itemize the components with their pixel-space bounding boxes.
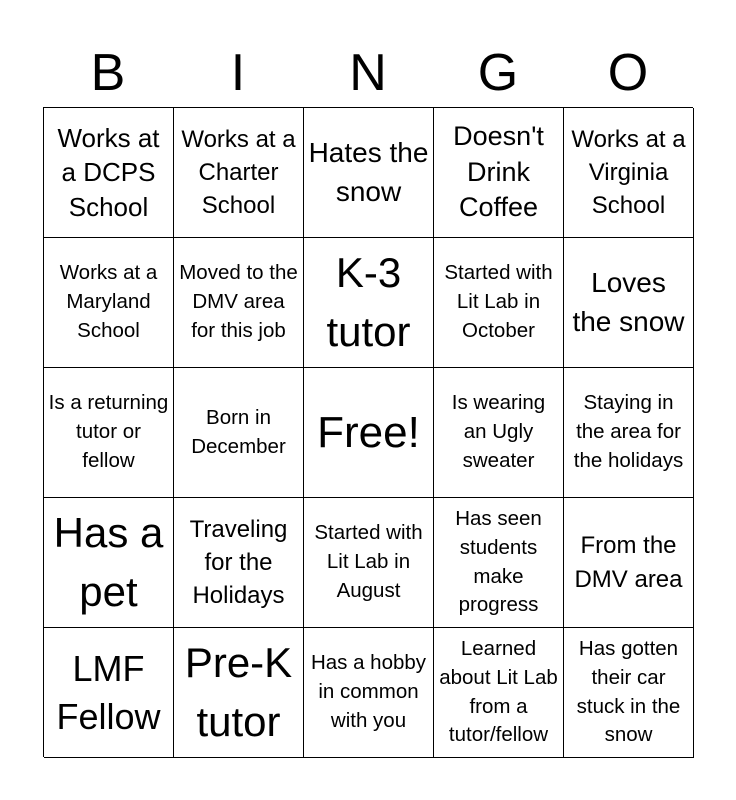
bingo-cell-text: Started with Lit Lab in August <box>314 521 423 602</box>
bingo-cell[interactable] <box>564 368 694 498</box>
bingo-cell-text: Works at a DCPS School <box>57 123 160 222</box>
bingo-cell[interactable] <box>174 108 304 238</box>
bingo-cell[interactable] <box>304 238 434 368</box>
bingo-cell[interactable] <box>44 238 174 368</box>
header-letter-i: I <box>230 44 246 102</box>
bingo-cell-text: LMF Fellow <box>56 647 161 737</box>
bingo-cell-text: Has gotten their car stuck in the snow <box>576 637 681 747</box>
header-letter-b: B <box>90 44 126 102</box>
bingo-cell[interactable] <box>174 238 304 368</box>
bingo-cell-text: Hates the snow <box>308 137 429 207</box>
bingo-cell-text: Is wearing an Ugly sweater <box>451 391 546 472</box>
bingo-cell-text: Works at a Maryland School <box>59 261 158 342</box>
header-letter-n: N <box>349 44 387 102</box>
bingo-cell[interactable] <box>174 368 304 498</box>
bingo-cell-text: Is a returning tutor or fellow <box>48 391 169 472</box>
bingo-cell[interactable] <box>434 628 564 758</box>
bingo-header <box>43 40 693 106</box>
bingo-cell[interactable] <box>304 498 434 628</box>
bingo-cell[interactable] <box>44 368 174 498</box>
bingo-cell-text: Works at a Charter School <box>181 125 296 220</box>
bingo-cell[interactable] <box>564 108 694 238</box>
bingo-cell-text: Learned about Lit Lab from a tutor/fellow <box>439 637 558 747</box>
bingo-cell[interactable] <box>304 108 434 238</box>
bingo-cell[interactable] <box>564 238 694 368</box>
header-letter-o: O <box>607 44 649 102</box>
bingo-cell-text: Works at a Virginia School <box>571 125 686 220</box>
bingo-cell[interactable] <box>174 628 304 758</box>
bingo-cell-text: Started with Lit Lab in October <box>444 261 553 342</box>
bingo-cell[interactable] <box>174 498 304 628</box>
bingo-cell[interactable] <box>434 108 564 238</box>
bingo-cell-text: Loves the snow <box>572 267 685 337</box>
bingo-cell free-space[interactable] <box>304 368 434 498</box>
bingo-cell-text: Traveling for the Holidays <box>189 515 288 610</box>
bingo-cell[interactable] <box>434 238 564 368</box>
header-letter-g: G <box>477 44 519 102</box>
bingo-card-grid <box>43 107 693 757</box>
bingo-cell[interactable] <box>44 498 174 628</box>
bingo-cell[interactable] <box>564 498 694 628</box>
bingo-cell[interactable] <box>44 108 174 238</box>
bingo-cell[interactable] <box>434 368 564 498</box>
bingo-cell-text: Free! <box>317 407 420 457</box>
bingo-cell[interactable] <box>44 628 174 758</box>
bingo-cell[interactable] <box>564 628 694 758</box>
bingo-cell-text: Born in December <box>191 405 286 458</box>
bingo-cell-text: From the DMV area <box>574 532 683 593</box>
bingo-cell[interactable] <box>434 498 564 628</box>
bingo-cell-text: Doesn't Drink Coffee <box>453 121 544 223</box>
bingo-cell-text: Has seen students make progress <box>455 507 542 617</box>
bingo-cell-text: Has a pet <box>53 508 164 615</box>
bingo-cell-text: K-3 tutor <box>326 248 411 355</box>
bingo-cell-text: Pre-K tutor <box>184 638 293 745</box>
bingo-cell-text: Moved to the DMV area for this job <box>179 261 298 342</box>
bingo-cell[interactable] <box>304 628 434 758</box>
bingo-cell-text: Has a hobby in common with you <box>310 651 427 732</box>
bingo-cell-text: Staying in the area for the holidays <box>573 391 684 472</box>
